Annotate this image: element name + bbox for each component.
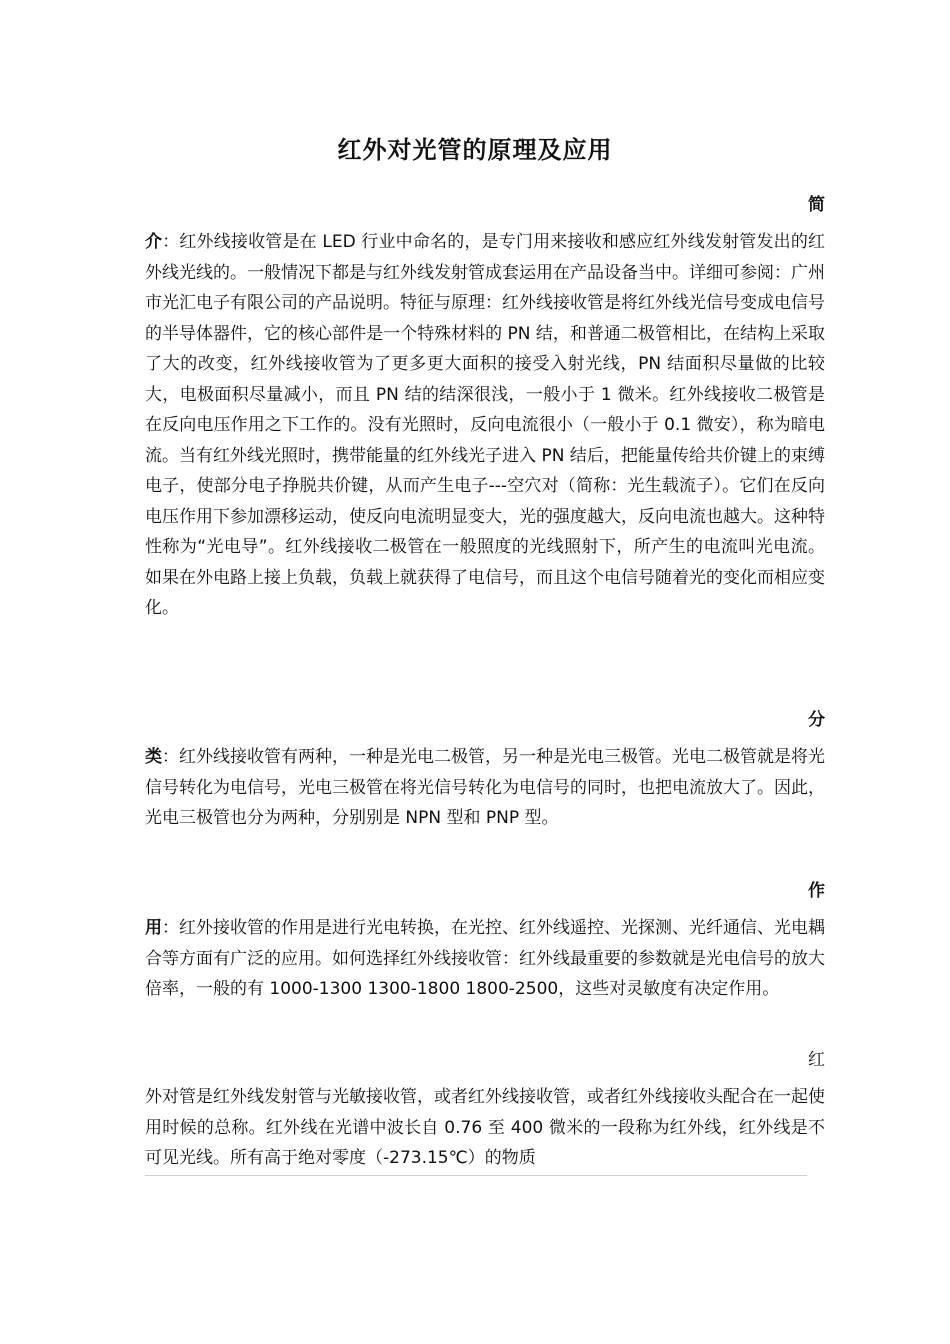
section-intro	[145, 190, 825, 624]
page-title: 红外对光管的原理及应用	[337, 136, 613, 164]
section-paragraph	[145, 742, 825, 834]
section-body-text: ：红外线接收管有两种，一种是光电二极管，另一种是光电三极管。光电二极管就是将光信号转化为电信号，光电三极管在将光信号转化为电信号的同时，也把电流放大了。因此，光电三极管也分为两种，分别别是 NPN 型和 PNP 型。	[145, 747, 825, 828]
section-lead-char: 介	[145, 232, 163, 252]
section-head-char: 分	[808, 710, 825, 730]
section-paragraph	[145, 913, 825, 1005]
page-bottom-divider	[145, 1175, 807, 1176]
section-pair-tube	[145, 1045, 825, 1174]
section-lead-char: 用	[145, 918, 162, 938]
section-function	[145, 876, 825, 1005]
section-body-text: ：红外接收管的作用是进行光电转换，在光控、红外线遥控、光探测、光纤通信、光电耦合等方面有广泛的应用。如何选择红外线接收管：红外线最重要的参数就是光电信号的放大倍率，一般的有 1000-1300 1300-1800 1800-2500，这些对灵敏度有决定作用。	[145, 918, 825, 999]
section-body-text: ：红外线接收管是在 LED 行业中命名的，是专门用来接收和感应红外线发射管发出的红外线光线的。一般情况下都是与红外线发射管成套运用在产品设备当中。详细可参阅：广州市光汇电子有限公司的产品说明。特征与原理：红外线接收管是将红外线光信号变成电信号的半导体器件，它的核心部件是一个特殊材料的 PN 结，和普通二极管相比，在结构上采取了大的改变，红外线接收管为了更多更大面积的接受入射光线，PN 结面积尽量做的比较大，电极面积尽量减小，而且 PN 结的结深很浅，一般小于 1 微米。红外线接收二极管是在反向电压作用之下工作的。没有光照时，反向电流很小（一般小于 0.1 微安），称为暗电流。当有红外线光照时，携带能量的红外线光子进入 PN 结后，把能量传给共价键上的束缚电子，使部分电子挣脱共价键，从而产生电子---空穴对（简称：光生载流子）。它们在反向电压作用下参加漂移运动，使反向电流明显变大，光的强度越大，反向电流也越大。这种特性称为“光电导”。红外线接收二极管在一般照度的光线照射下，所产生的电流叫光电流。如果在外电路上接上负载，负载上就获得了电信号，而且这个电信号随着光的变化而相应变化。	[145, 232, 826, 618]
section-paragraph	[145, 227, 825, 624]
section-head-char: 作	[808, 881, 825, 901]
section-lead-char: 类	[145, 747, 162, 767]
section-head-char: 红	[808, 1050, 825, 1070]
section-head-char: 简	[808, 195, 825, 215]
section-body-text: 外对管是红外线发射管与光敏接收管，或者红外线接收管，或者红外线接收头配合在一起使用时候的总称。红外线在光谱中波长自 0.76 至 400 微米的一段称为红外线，红外线是不可见光线。所有高于绝对零度（-273.15℃）的物质	[145, 1087, 825, 1168]
section-paragraph	[145, 1082, 825, 1174]
section-classification	[145, 705, 825, 834]
